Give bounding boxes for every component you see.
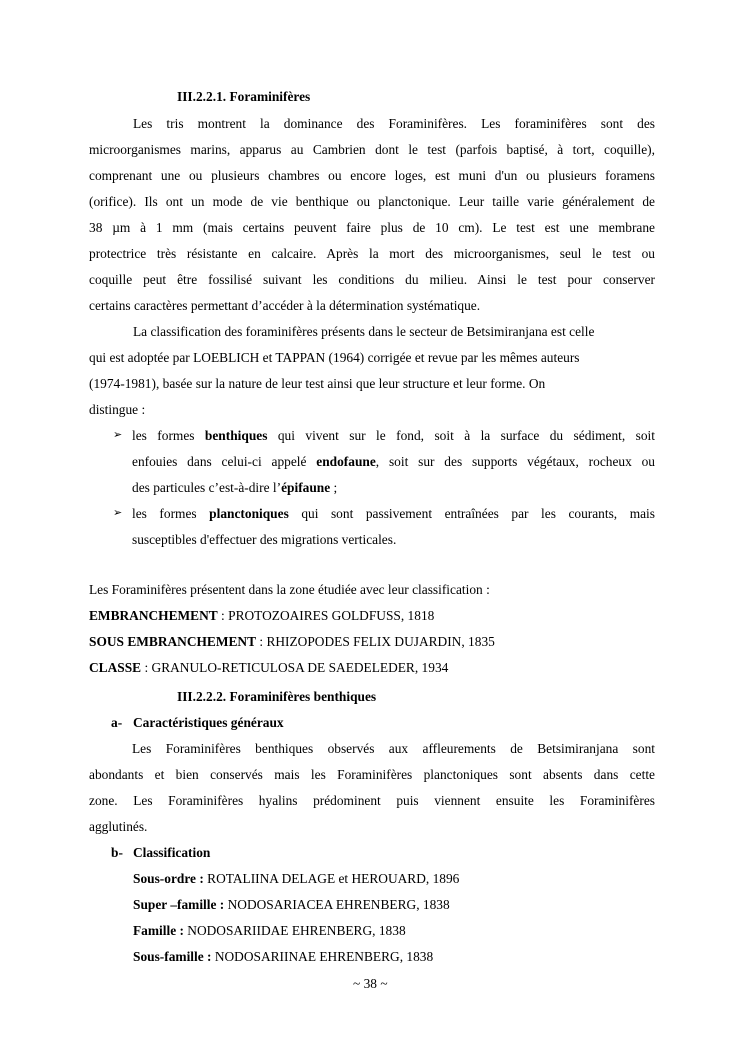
classification-embranchement: EMBRANCHEMENT : PROTOZOAIRES GOLDFUSS, 1818 [89,608,435,623]
subheading-a-title: Caractéristiques généraux [133,715,284,730]
subheading-b-title: Classification [133,845,211,860]
taxon-super-famille: Super –famille : NODOSARIACEA EHRENBERG, 1838 [133,897,450,912]
paragraph-line: abondants et bien conservés mais les Foraminifères planctoniques sont absents dans cette [89,767,655,782]
paragraph-line: Les Foraminifères benthiques observés aux affleurements de Betsimiranjana sont [132,741,655,756]
paragraph-line: distingue : [89,402,146,417]
paragraph-line: comprenant une ou plusieurs chambres ou encore loges, est muni d'un ou plusieurs foramens [89,168,655,183]
paragraph-line: (orifice). Ils ont un mode de vie benthique ou planctonique. Leur taille varie généralement de [89,194,655,209]
bullet-item-line: enfouies dans celui-ci appelé endofaune, soit sur des supports végétaux, rocheux ou [132,454,655,469]
bullet-item-line: susceptibles d'effectuer des migrations verticales. [132,532,397,547]
taxon-sous-famille: Sous-famille : NODOSARIINAE EHRENBERG, 1838 [133,949,434,964]
bullet-item-planctoniques: les formes planctoniques qui sont passivement entraînées par les courants, mais [132,506,655,521]
paragraph-line: La classification des foraminifères présents dans le secteur de Betsimiranjana est celle [133,324,595,339]
taxon-sous-ordre: Sous-ordre : ROTALIINA DELAGE et HEROUARD, 1896 [133,871,460,886]
section-heading-benthiques: III.2.2.2. Foraminifères benthiques [177,689,377,704]
page-number: ~ 38 ~ [353,976,388,991]
paragraph-line: (1974-1981), basée sur la nature de leur test ainsi que leur structure et leur forme. On [89,376,546,391]
paragraph-line: protectrice très résistante en calcaire. Après la mort des microorganismes, seul le test ou [89,246,655,261]
paragraph-line: zone. Les Foraminifères hyalins prédominent puis viennent ensuite les Foraminifères [89,793,655,808]
classification-sous-embranchement: SOUS EMBRANCHEMENT : RHIZOPODES FELIX DUJARDIN, 1835 [89,634,495,649]
paragraph-line: agglutinés. [89,819,148,834]
paragraph-line: coquille peut être fossilisé suivant les conditions du milieu. Ainsi le test pour conserver [89,272,655,287]
paragraph-line: qui est adoptée par LOEBLICH et TAPPAN (1964) corrigée et revue par les mêmes auteurs [89,350,580,365]
subheading-b: b- [111,845,123,860]
arrow-bullet-icon: ➢ [113,506,123,519]
subheading-a: a- [111,715,123,730]
classification-intro: Les Foraminifères présentent dans la zone étudiée avec leur classification : [89,582,490,597]
paragraph-line: 38 µm à 1 mm (mais certains peuvent faire plus de 10 cm). Le test est une membrane [89,220,655,235]
bullet-item-benthiques: les formes benthiques qui vivent sur le fond, soit à la surface du sédiment, soit [132,428,655,443]
paragraph-line: certains caractères permettant d’accéder à la détermination systématique. [89,298,481,313]
paragraph-line: Les tris montrent la dominance des Foraminifères. Les foraminifères sont des [133,116,655,131]
bullet-item-line: des particules c’est-à-dire l’épifaune ; [132,480,338,495]
taxon-famille: Famille : NODOSARIIDAE EHRENBERG, 1838 [133,923,406,938]
paragraph-line: microorganismes marins, apparus au Cambrien dont le test (parfois baptisé, à tort, coquille), [89,142,655,157]
classification-classe: CLASSE : GRANULO-RETICULOSA DE SAEDELEDER, 1934 [89,660,449,675]
section-heading-foraminiferes: III.2.2.1. Foraminifères [177,89,311,104]
arrow-bullet-icon: ➢ [113,428,123,441]
